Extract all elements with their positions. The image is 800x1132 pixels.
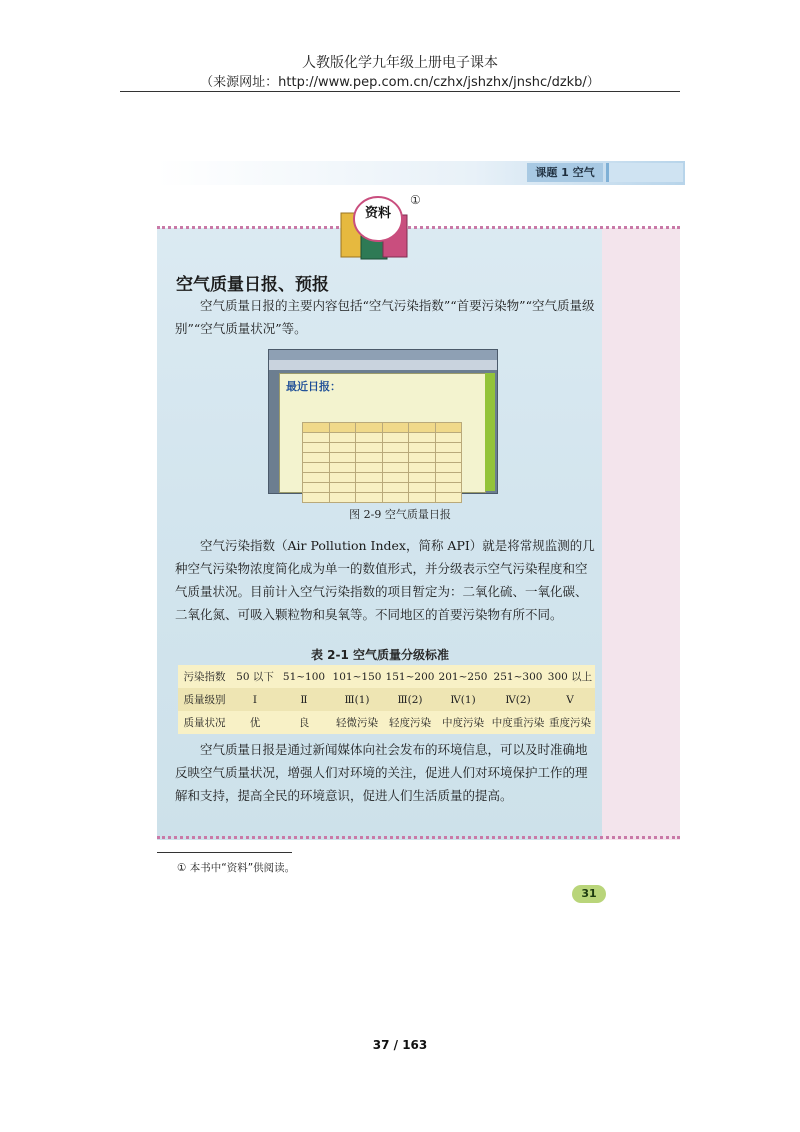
table-cell: Ⅲ(2) — [385, 688, 435, 711]
table-cell: 中度污染 — [435, 711, 491, 734]
figure-screenshot — [268, 349, 498, 494]
table-cell: Ⅳ(1) — [435, 688, 491, 711]
table-row-status — [178, 711, 595, 734]
table-cell: 251~300 — [491, 665, 545, 688]
table-row-index — [178, 665, 595, 688]
badge-text: 资料 — [364, 206, 392, 221]
paragraph-summary: 空气质量日报是通过新闻媒体向社会发布的环境信息，可以及时准确地反映空气质量状况，增强人们对环境的关注，促进人们对环境保护工作的理解和支持，提高全民的环境意识，促进人们生活质量的提高。 — [175, 742, 588, 803]
pdf-page-counter: 37 / 163 — [372, 1038, 428, 1052]
table-cell: 重度污染 — [545, 711, 595, 734]
table-cell: Ⅱ — [279, 688, 329, 711]
footnote-divider — [157, 852, 292, 853]
screenshot-toolbar — [269, 360, 497, 370]
section-title: 空气质量日报、预报 — [176, 275, 329, 295]
screenshot-mini-table — [302, 422, 462, 503]
table-cell: 质量状况 — [178, 711, 231, 734]
table-cell: 300 以上 — [545, 665, 595, 688]
table-caption: 表 2-1 空气质量分级标准 — [310, 648, 450, 662]
table-cell: 201~250 — [435, 665, 491, 688]
table-cell: 污染指数 — [178, 665, 231, 688]
dotted-border-bottom — [157, 836, 680, 839]
table-cell: Ⅲ(1) — [329, 688, 385, 711]
document-header-title: 人教版化学九年级上册电子课本 — [302, 55, 498, 71]
table-cell: 优 — [231, 711, 279, 734]
screenshot-scrollbar — [485, 373, 495, 491]
air-quality-table — [178, 665, 595, 734]
chapter-bar-accent — [606, 163, 683, 182]
table-cell: 良 — [279, 711, 329, 734]
table-cell: Ⅴ — [545, 688, 595, 711]
table-cell: 151~200 — [385, 665, 435, 688]
screenshot-title-bar — [269, 350, 497, 360]
paragraph-intro: 空气质量日报的主要内容包括“空气污染指数”“首要污染物”“空气质量级别”“空气质量状况”等。 — [175, 298, 595, 336]
table-row-grade — [178, 688, 595, 711]
header-divider — [120, 91, 680, 92]
footnote-mark: ① — [410, 193, 421, 207]
footnote: ① 本书中“资料”供阅读。 — [177, 862, 296, 874]
screenshot-page — [279, 373, 486, 493]
page-number-badge: 31 — [572, 885, 606, 903]
table-cell: 50 以下 — [231, 665, 279, 688]
table-cell: 质量级别 — [178, 688, 231, 711]
figure-caption: 图 2-9 空气质量日报 — [349, 508, 451, 521]
paragraph-api: 空气污染指数（Air Pollution Index，简称 API）就是将常规监测的几种空气污染物浓度简化成为单一的数值形式，并分级表示空气污染程度和空气质量状况。目前计入空气污染指数的项目暂定为：二氧化硫、一氧化碳、二氧化氮、可吸入颗粒物和臭氧等。不同地区的首要污染物有所不同。 — [175, 538, 595, 622]
books-icon — [337, 195, 419, 265]
content-panel-margin — [602, 228, 680, 840]
document-header-source: （来源网址：http://www.pep.com.cn/czhx/jshzhx/jnshc/dzkb/） — [200, 75, 600, 90]
table-cell: 轻度污染 — [385, 711, 435, 734]
chapter-tag: 课题 1 空气 — [527, 163, 603, 182]
table-cell: 101~150 — [329, 665, 385, 688]
table-cell: 51~100 — [279, 665, 329, 688]
table-cell: Ⅰ — [231, 688, 279, 711]
screenshot-heading: 最近日报： — [286, 380, 341, 393]
table-cell: 轻微污染 — [329, 711, 385, 734]
table-cell: 中度重污染 — [491, 711, 545, 734]
table-cell: Ⅳ(2) — [491, 688, 545, 711]
